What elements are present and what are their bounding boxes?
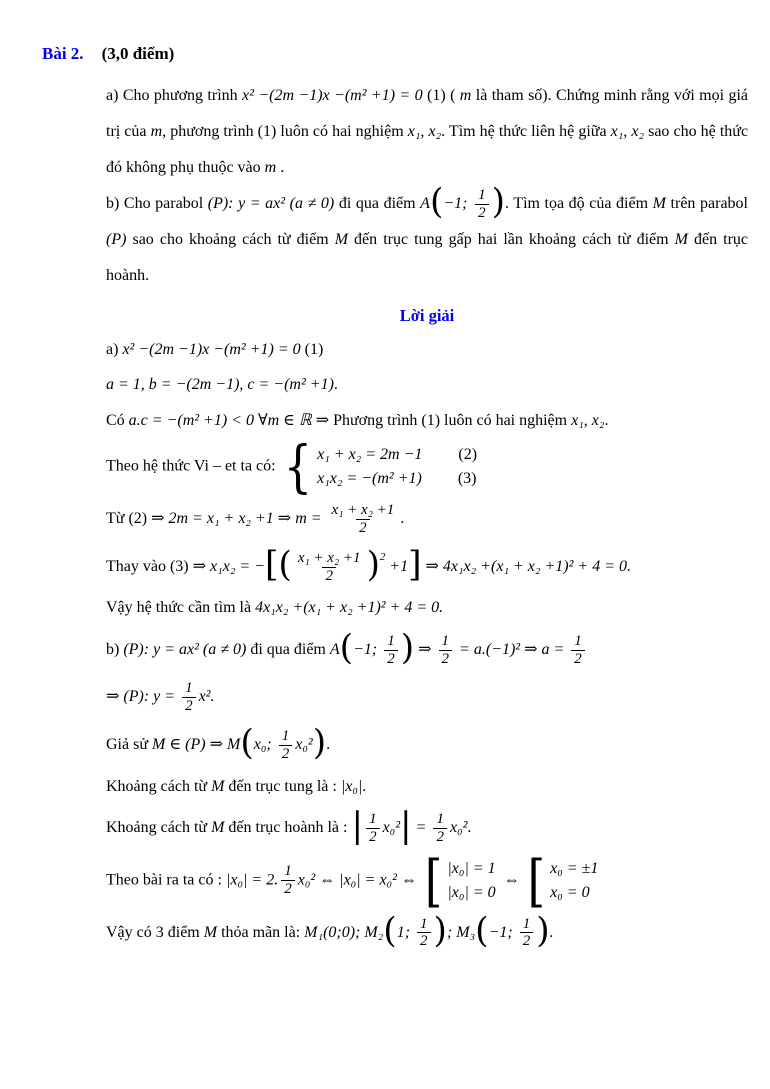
solution-line-parabola-equation	[106, 680, 748, 715]
fraction-denominator: 2	[417, 932, 431, 950]
math-fragment: ⇒ (P): y =	[106, 688, 180, 706]
text-fragment: .	[362, 777, 367, 795]
fraction	[329, 502, 398, 537]
math-fragment: ⇔	[499, 871, 524, 889]
cases-rows	[447, 859, 495, 903]
cases-equation: |x₀| = 0	[447, 883, 496, 901]
math-fragment: m	[264, 159, 277, 176]
solution-line-distance-y-axis	[106, 776, 748, 798]
cases-row	[447, 883, 495, 903]
cases-group: [ |x₀| = 1 |x₀| = 0	[424, 846, 496, 914]
fraction-denominator: 2	[281, 880, 295, 898]
fraction	[279, 728, 293, 763]
math-fragment: x₀²	[295, 735, 313, 753]
cases-group: [ x₀ = ±1 x₀ = 0	[527, 846, 599, 914]
text-fragment: Theo hệ thức Vi – et ta có:	[106, 457, 280, 475]
solution-line-find-a	[106, 628, 748, 669]
cases-equation: x₁x₂ = −(m² +1)	[317, 470, 422, 488]
cases-rows	[317, 445, 477, 489]
math-fragment: A	[329, 640, 340, 658]
fraction	[417, 916, 431, 951]
big-delimiter: )	[400, 628, 415, 669]
text-fragment: . Tìm tọa độ của điểm	[505, 195, 653, 212]
math-fragment: M ∈ (P) ⇒ M	[152, 735, 241, 753]
fraction-numerator: 1	[436, 810, 444, 827]
fraction-numerator: 1	[574, 632, 582, 649]
fraction	[571, 633, 585, 668]
text-fragment: là tham số). Chứng minh rằng với mọi giá trị của	[106, 87, 749, 140]
math-fragment: −1;	[443, 195, 473, 212]
fraction	[520, 916, 534, 951]
text-fragment: trên parabol	[665, 195, 748, 212]
big-delimiter: (	[429, 182, 444, 223]
points-label: (3,0 điểm)	[101, 44, 175, 63]
math-fragment: |x₀| = 2.	[225, 871, 279, 889]
math-fragment: (P)	[106, 231, 127, 248]
math-fragment: |x₀|	[340, 777, 363, 795]
text-fragment: thỏa mãn là:	[217, 923, 305, 941]
text-fragment: đi qua điểm	[334, 195, 421, 212]
fraction-denominator: 2	[384, 650, 398, 668]
solution-line-point-m-general	[106, 723, 748, 764]
math-fragment: x² −(2m −1)x −(m² +1) = 0	[242, 87, 423, 104]
problem-statement-b	[106, 182, 748, 294]
cases-row	[550, 859, 598, 879]
text-fragment: (1) (	[422, 87, 460, 104]
math-fragment: M	[652, 195, 666, 212]
fraction-denominator: 2	[366, 828, 380, 846]
fraction-numerator: 1	[420, 915, 428, 932]
exercise-label: Bài 2.	[42, 44, 84, 63]
math-fragment: a.c = −(m² +1) < 0 ∀m ∈ ℝ ⇒	[128, 411, 330, 429]
math-fragment: x₀²	[382, 818, 401, 836]
solution-line-condition-solve	[106, 846, 748, 914]
text-fragment: đến trục tung gấp hai lần khoảng cách từ điểm	[348, 231, 675, 248]
text-fragment: đến trục hoành là :	[224, 818, 352, 836]
math-fragment: = a.(−1)² ⇒ a =	[455, 640, 569, 658]
math-fragment: ⇒ x₁x₂ = −	[192, 557, 265, 575]
math-fragment: M	[674, 231, 688, 248]
text-fragment: . Tìm hệ thức liên hệ giữa	[441, 123, 611, 140]
text-fragment: Vậy có 3 điểm	[106, 923, 204, 941]
big-delimiter: |	[351, 806, 364, 847]
superscript: 2	[379, 551, 386, 563]
fraction	[295, 550, 364, 585]
text-fragment: đến trục hoành.	[106, 231, 748, 284]
fraction-denominator: 2	[279, 745, 293, 763]
text-fragment: a)	[106, 341, 123, 358]
math-fragment: M	[203, 923, 218, 941]
solution-line-isolate-m	[106, 502, 748, 537]
fraction-numerator: 1	[387, 632, 395, 649]
solution-line-viete-system	[106, 433, 748, 500]
fraction-numerator: 1	[478, 187, 486, 204]
equation-tag: (3)	[457, 470, 477, 488]
fraction-numerator: x₁ + x₂ +1	[297, 549, 361, 566]
math-fragment: .	[549, 923, 554, 941]
math-fragment: x₀²	[449, 818, 468, 836]
fraction-denominator: 2	[571, 650, 585, 668]
math-fragment: 4x₁x₂ +(x₁ + x₂ +1)² + 4 = 0.	[255, 599, 444, 617]
fraction-denominator: 2	[182, 697, 196, 715]
cases-group: { x₁ + x₂ = 2m −1 (2) x₁x₂ = −(m² +1) (3)	[283, 433, 478, 500]
big-delimiter: [	[264, 545, 279, 586]
math-fragment: m	[150, 123, 163, 140]
text-fragment: b)	[106, 640, 124, 658]
fraction	[366, 811, 380, 846]
cases-row	[447, 859, 495, 879]
big-delimiter: )	[366, 545, 380, 586]
fraction	[475, 187, 489, 222]
text-fragment: sao cho khoảng cách từ điểm	[126, 231, 335, 248]
text-fragment: đến trục tung là :	[224, 777, 341, 795]
text-fragment: , phương trình (1) luôn có hai nghiệm	[162, 123, 408, 140]
big-delimiter: (	[240, 723, 254, 764]
text-fragment: .	[400, 510, 405, 528]
math-fragment: x₁, x₂	[610, 123, 645, 140]
fraction-numerator: x₁ + x₂ +1	[331, 502, 395, 519]
fraction-numerator: 1	[441, 632, 450, 649]
fraction-denominator: 2	[520, 932, 534, 950]
big-delimiter: ]	[408, 545, 422, 586]
solution-line-substitution	[106, 545, 748, 586]
text-fragment: sao cho hệ thức đó không phụ thuộc vào	[106, 123, 749, 176]
math-fragment: (P): y = ax² (a ≠ 0)	[207, 195, 335, 212]
math-fragment: x².	[198, 688, 215, 706]
math-fragment: M	[211, 818, 225, 836]
math-fragment: a = 1, b = −(2m −1), c = −(m² +1)	[106, 376, 334, 394]
big-delimiter: (	[278, 545, 292, 586]
text-fragment: Theo bài ra ta có :	[106, 871, 226, 889]
document-content	[106, 78, 748, 963]
big-delimiter: )	[491, 182, 505, 223]
fraction-numerator: 1	[369, 810, 377, 827]
cases-row	[550, 883, 598, 903]
problem-statement-a	[106, 78, 748, 186]
solution-line-conclusion-points	[106, 910, 748, 951]
fraction	[384, 633, 398, 668]
fraction	[281, 863, 295, 898]
cases-row	[317, 445, 477, 465]
cases-row	[317, 469, 477, 489]
text-fragment: Khoảng cách từ	[106, 777, 212, 795]
math-fragment: M₁(0;0); M₂	[304, 923, 384, 941]
cases-equation: x₀ = 0	[550, 883, 590, 901]
big-delimiter: )	[536, 910, 550, 951]
text-fragment: .	[604, 411, 609, 429]
math-fragment: ⇒ 4x₁x₂ +(x₁ + x₂ +1)² + 4 = 0.	[421, 557, 631, 575]
fraction-numerator: 1	[281, 727, 290, 744]
exercise-heading	[42, 44, 174, 64]
text-fragment: đi qua điểm	[246, 640, 330, 658]
math-fragment: A	[420, 195, 430, 212]
text-fragment: .	[276, 159, 285, 176]
text-fragment: Giả sử	[106, 735, 152, 753]
math-fragment: ⇒ 2m = x₁ + x₂ +1 ⇒ m =	[151, 510, 326, 528]
solution-line-distance-x-axis	[106, 806, 748, 847]
math-fragment: m	[459, 87, 472, 104]
math-fragment: ⇒	[414, 640, 436, 658]
math-fragment: x₀² ⇔ |x₀| = x₀² ⇔	[297, 871, 421, 889]
solution-title: Lời giải	[399, 306, 455, 325]
text-fragment: a) Cho phương trình	[106, 87, 243, 104]
math-fragment: −1;	[488, 923, 517, 941]
big-delimiter: |	[400, 806, 412, 847]
text-fragment: .	[467, 818, 472, 836]
math-fragment: M	[211, 777, 225, 795]
math-fragment: 1;	[396, 923, 415, 941]
fraction-denominator: 2	[433, 828, 447, 846]
text-fragment: Phương trình (1) luôn có hai nghiệm	[329, 411, 572, 429]
fraction	[439, 633, 453, 668]
solution-line-equation-restated	[106, 339, 748, 361]
big-delimiter: )	[312, 723, 327, 764]
fraction-denominator: 2	[475, 204, 489, 222]
cases-equation: x₀ = ±1	[550, 859, 599, 877]
math-fragment: x₀;	[253, 735, 276, 753]
fraction-numerator: 1	[185, 680, 193, 697]
solution-line-two-roots-argument	[106, 410, 748, 432]
cases-rows	[550, 859, 598, 903]
text-fragment: .	[326, 735, 331, 753]
math-fragment: −1;	[353, 640, 382, 658]
math-fragment: +1	[385, 557, 409, 575]
math-fragment: =	[411, 818, 431, 836]
big-delimiter: )	[433, 910, 447, 951]
math-fragment: x₁, x₂	[407, 123, 442, 140]
text-fragment: Từ (2)	[106, 510, 152, 528]
cases-equation: |x₀| = 1	[447, 859, 496, 877]
text-fragment: b) Cho parabol	[106, 195, 208, 212]
math-fragment: x₁, x₂	[571, 411, 605, 429]
big-delimiter: (	[475, 910, 489, 951]
math-fragment: x² −(2m −1)x −(m² +1) = 0	[122, 341, 301, 358]
equation-tag: (2)	[458, 446, 478, 464]
fraction-denominator: 2	[439, 650, 453, 668]
text-fragment: .	[333, 376, 338, 394]
text-fragment: (1)	[300, 341, 324, 358]
math-fragment: ; M₃	[446, 923, 476, 941]
big-delimiter: (	[339, 628, 354, 669]
math-fragment: M	[334, 231, 349, 248]
fraction-numerator: 1	[522, 915, 531, 932]
cases-equation: x₁ + x₂ = 2m −1	[317, 446, 423, 464]
fraction	[182, 680, 196, 715]
math-fragment: (P): y = ax² (a ≠ 0)	[123, 640, 247, 658]
text-fragment: Thay vào (3)	[106, 557, 193, 575]
text-fragment: Khoảng cách từ	[106, 818, 212, 836]
solution-line-required-relation	[106, 597, 748, 619]
fraction-denominator: 2	[322, 567, 336, 585]
solution-line-coefficients	[106, 374, 748, 396]
fraction-numerator: 1	[284, 863, 292, 880]
big-delimiter: (	[383, 910, 397, 951]
fraction-denominator: 2	[356, 519, 370, 537]
text-fragment: Vậy hệ thức cần tìm là	[106, 599, 256, 617]
fraction	[433, 811, 447, 846]
text-fragment: Có	[106, 411, 129, 429]
